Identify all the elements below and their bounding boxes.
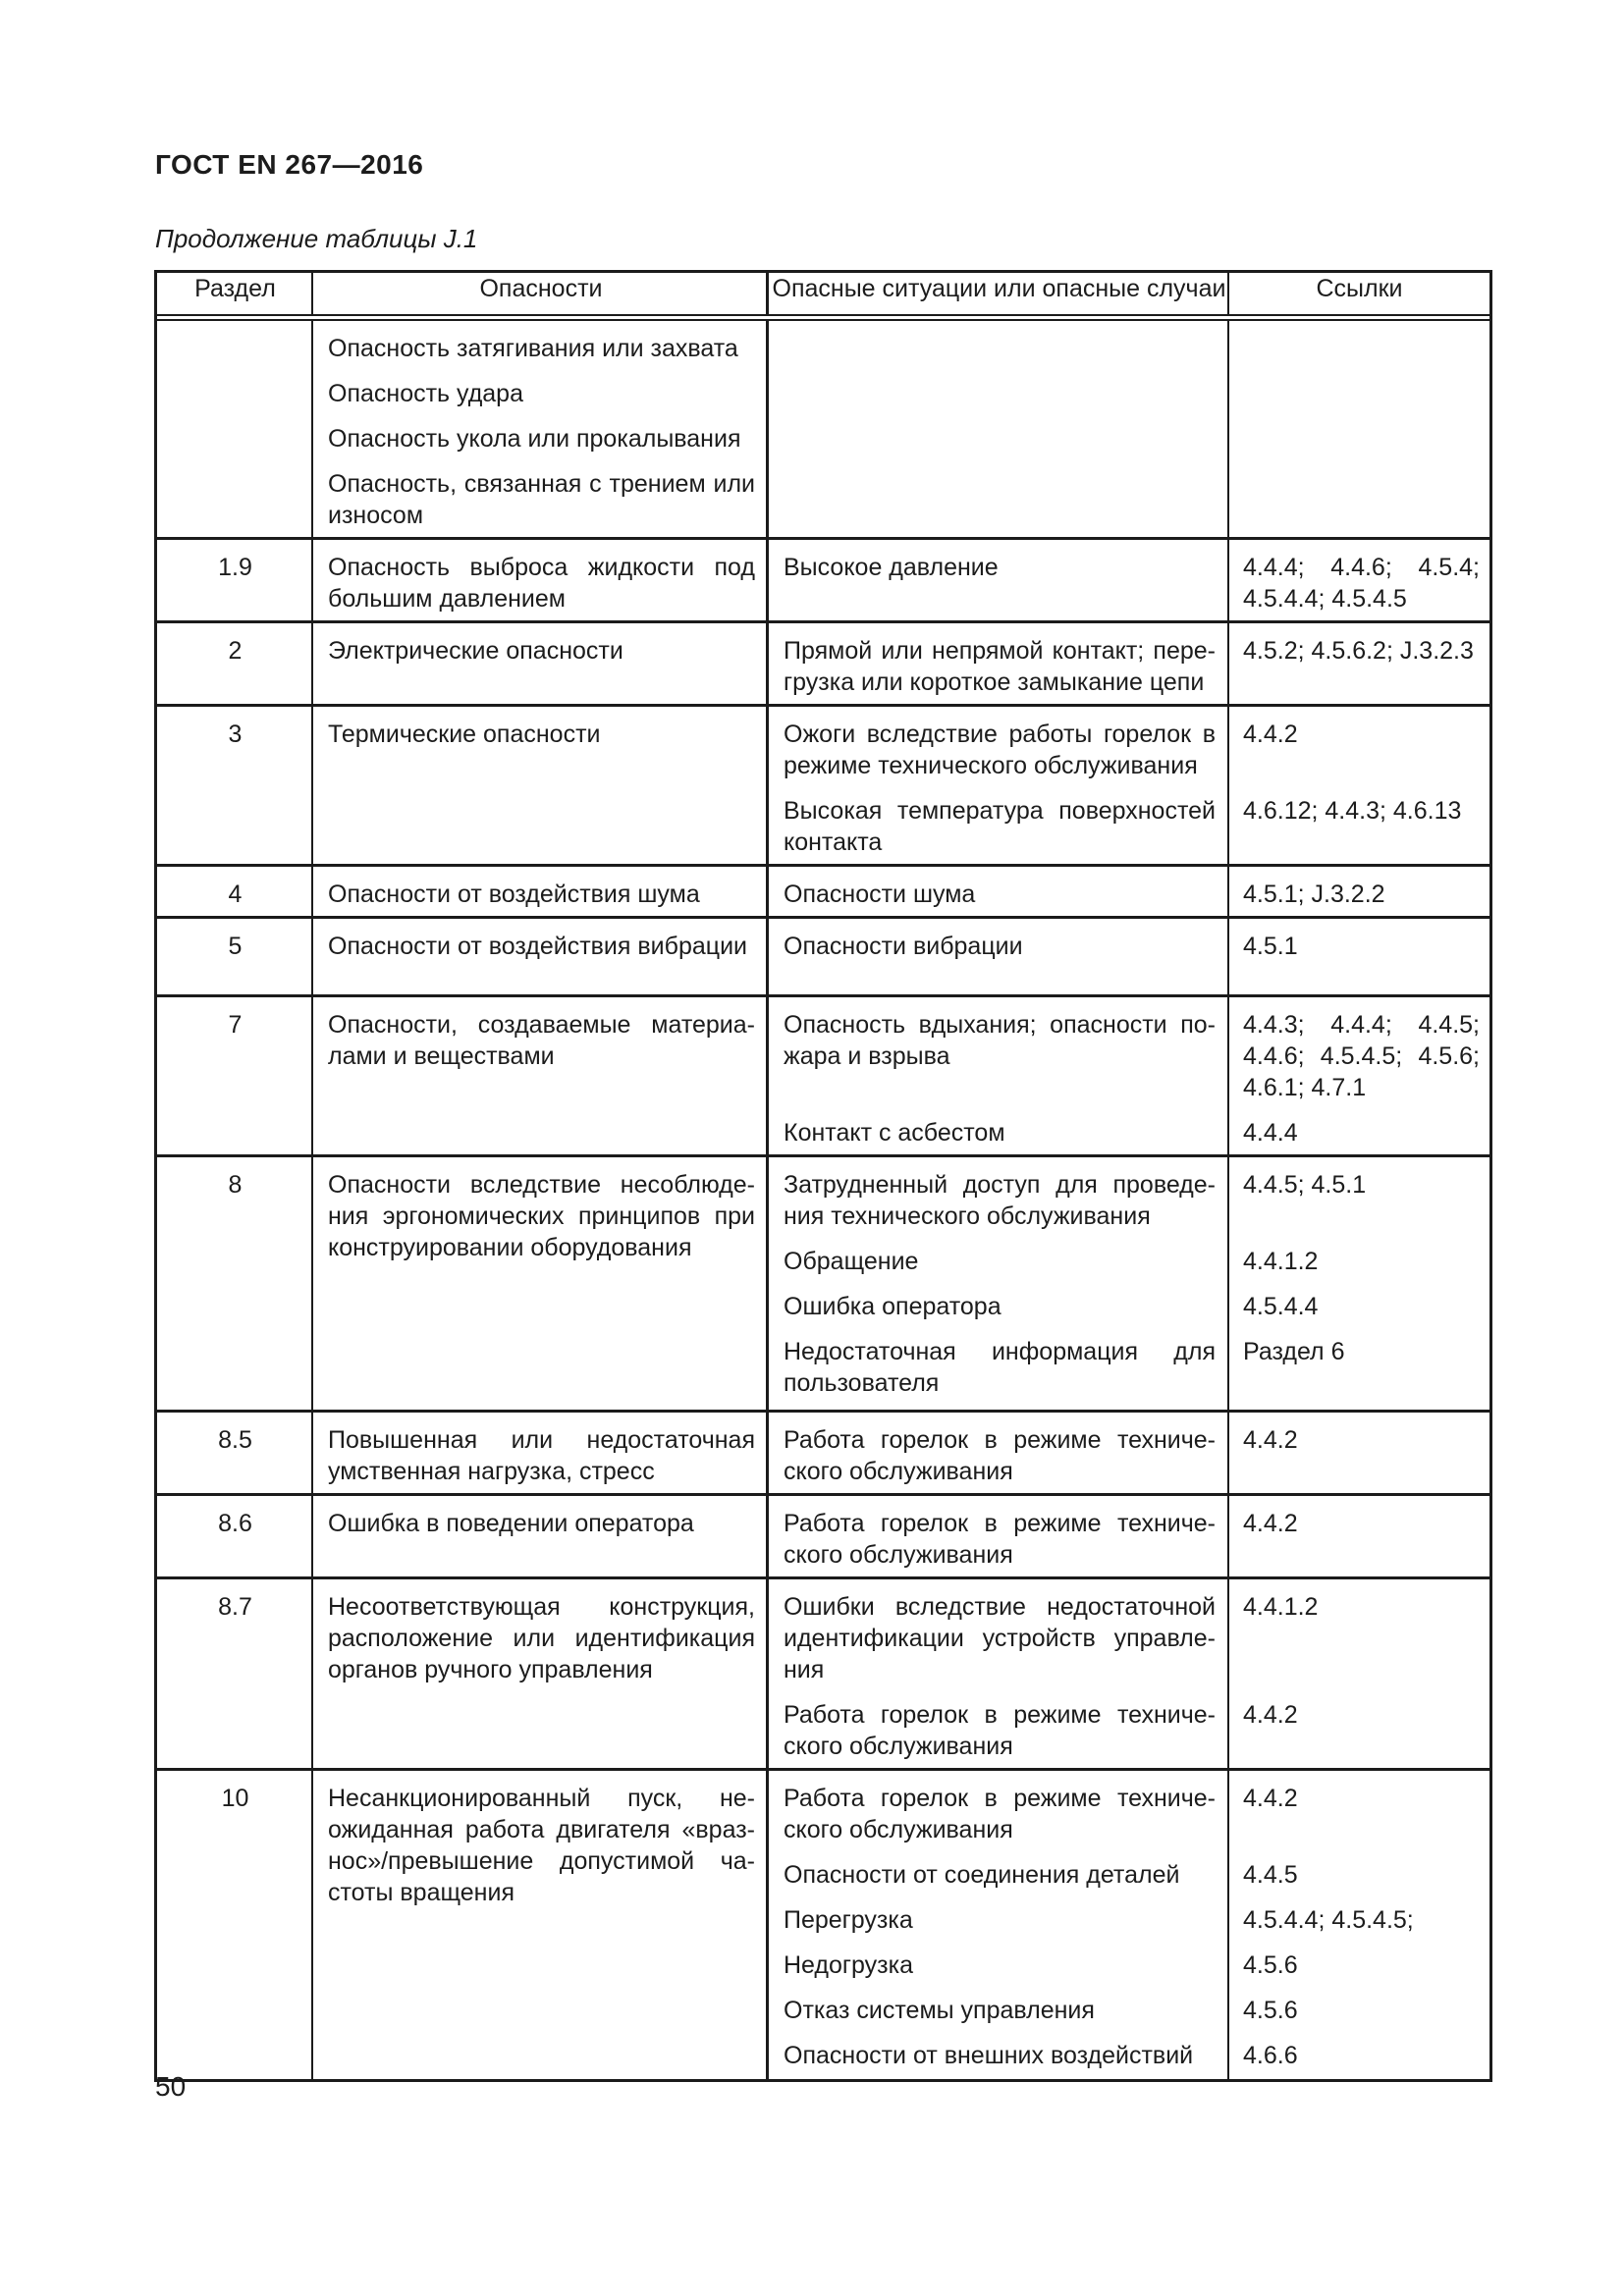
column-divider	[766, 1157, 769, 1410]
cell-situation: Опасности шума	[784, 881, 976, 908]
column-divider	[766, 1413, 769, 1493]
column-divider	[766, 273, 769, 314]
hazard-text: Опасность выброса жидкости под большим давлением	[328, 554, 755, 613]
cell-hazards	[313, 1413, 769, 1493]
column-header-section: Раздел	[194, 275, 276, 302]
column-divider	[766, 623, 769, 704]
column-divider	[311, 1771, 313, 2079]
column-divider	[1227, 1157, 1229, 1410]
cell-references: 4.4.3; 4.4.4; 4.4.5; 4.4.6; 4.5.4.5; 4.5.6; 4.6.1; 4.7.1	[1243, 1011, 1480, 1101]
cell-situation: Работа горелок в режиме технического обслуживания	[784, 1426, 1216, 1485]
column-divider	[311, 997, 313, 1154]
cell-references: 4.4.4	[1243, 1119, 1298, 1147]
cell-references: 4.5.1; J.3.2.2	[1243, 881, 1385, 908]
column-divider	[1227, 1413, 1229, 1493]
cell-section: 8	[228, 1171, 243, 1199]
cell-section: 3	[228, 721, 243, 748]
table-row	[157, 1771, 1489, 2079]
page-number: 50	[155, 2071, 187, 2102]
table-row	[157, 919, 1489, 997]
column-divider	[766, 997, 769, 1154]
cell-references: 4.5.4.4; 4.5.4.5;	[1243, 1906, 1414, 1934]
hazard-text: Термические опасности	[328, 721, 601, 748]
column-divider	[311, 321, 313, 537]
cell-references: 4.4.4; 4.4.6; 4.5.4; 4.5.4.4; 4.5.4.5	[1243, 554, 1480, 613]
cell-references: 4.6.6	[1243, 2042, 1298, 2069]
cell-hazards	[313, 997, 769, 1154]
cell-section: 10	[221, 1785, 249, 1812]
cell-situation: Недогрузка	[784, 1951, 913, 1979]
cell-references: 4.4.2	[1243, 1785, 1298, 1812]
column-divider	[311, 540, 313, 620]
table-row	[157, 1579, 1489, 1771]
column-divider	[1227, 1579, 1229, 1768]
table-row	[157, 707, 1489, 867]
cell-situation: Ошибка оператора	[784, 1293, 1001, 1320]
cell-section: 1.9	[218, 554, 252, 581]
cell-references: 4.4.2	[1243, 721, 1298, 748]
column-divider	[1227, 1771, 1229, 2079]
column-divider	[766, 1496, 769, 1576]
cell-situation: Опасность вдыхания; опасности пожара и взрыва	[784, 1011, 1216, 1070]
column-divider	[1227, 273, 1229, 314]
cell-situation: Ошибки вследствие недостаточной идентификации устройств управления	[784, 1593, 1216, 1683]
column-divider	[766, 1771, 769, 2079]
column-divider	[311, 707, 313, 864]
cell-situation: Работа горелок в режиме технического обслуживания	[784, 1701, 1216, 1760]
cell-section: 4	[228, 881, 243, 908]
table-row	[157, 867, 1489, 919]
hazard-text: Опасность укола или прокалывания	[328, 425, 741, 453]
cell-hazards	[313, 919, 769, 968]
cell-hazards	[313, 540, 769, 620]
cell-section: 8.5	[218, 1426, 252, 1454]
hazard-text: Опасности, создаваемые материалами и веществами	[328, 1011, 755, 1070]
column-divider	[311, 1157, 313, 1410]
column-header-situations: Опасные ситуации или опасные случаи	[772, 275, 1226, 302]
cell-references: 4.5.6	[1243, 1997, 1298, 2024]
column-divider	[1227, 623, 1229, 704]
table-header-row	[157, 273, 1489, 316]
cell-situation: Отказ системы управления	[784, 1997, 1095, 2024]
cell-situation: Опасности вибрации	[784, 933, 1023, 960]
cell-situation: Работа горелок в режиме технического обслуживания	[784, 1785, 1216, 1843]
column-divider	[1227, 321, 1229, 537]
table-row	[157, 997, 1489, 1157]
column-divider	[311, 623, 313, 704]
column-divider	[311, 867, 313, 916]
hazard-text: Опасность, связанная с трением или износом	[328, 470, 755, 529]
cell-situation: Работа горелок в режиме технического обслуживания	[784, 1510, 1216, 1569]
column-divider	[766, 707, 769, 864]
column-divider	[311, 1579, 313, 1768]
cell-hazards	[313, 1496, 769, 1576]
hazard-text: Несанкционированный пуск, неожиданная работа двигателя «вразнос»/превышение допустимой частоты вращения	[328, 1785, 755, 1906]
column-divider	[311, 919, 313, 994]
cell-situation: Высокое давление	[784, 554, 999, 581]
cell-section: 8.6	[218, 1510, 252, 1537]
column-divider	[766, 867, 769, 916]
cell-references: 4.4.2	[1243, 1426, 1298, 1454]
cell-references: 4.4.2	[1243, 1510, 1298, 1537]
cell-section: 8.7	[218, 1593, 252, 1621]
hazard-text: Опасность затягивания или захвата	[328, 335, 738, 362]
hazard-text: Опасности вследствие несоблюдения эргономических принципов при конструировании оборудования	[328, 1171, 755, 1261]
table-row	[157, 540, 1489, 623]
table-row	[157, 1413, 1489, 1496]
cell-hazards	[313, 1771, 769, 2077]
column-header-references: Ссылки	[1316, 275, 1403, 302]
cell-situation: Затрудненный доступ для проведения технического обслуживания	[784, 1171, 1216, 1230]
cell-references: 4.5.6	[1243, 1951, 1298, 1979]
hazard-text: Опасности от воздействия вибрации	[328, 933, 748, 960]
cell-references: 4.4.2	[1243, 1701, 1298, 1729]
table-row	[157, 1496, 1489, 1579]
hazard-text: Опасности от воздействия шума	[328, 881, 700, 908]
cell-situation: Контакт с асбестом	[784, 1119, 1005, 1147]
cell-references: 4.5.1	[1243, 933, 1298, 960]
document-title: ГОСТ EN 267—2016	[155, 149, 424, 180]
column-divider	[1227, 867, 1229, 916]
cell-situation: Опасности от соединения деталей	[784, 1861, 1180, 1889]
cell-hazards	[313, 1157, 769, 1405]
cell-references: Раздел 6	[1243, 1338, 1345, 1365]
table-caption: Продолжение таблицы J.1	[155, 224, 478, 253]
hazards-table	[154, 270, 1492, 2082]
cell-references: 4.4.5	[1243, 1861, 1298, 1889]
cell-section: 5	[228, 933, 243, 960]
cell-section	[157, 321, 313, 537]
column-header-hazards: Опасности	[479, 275, 603, 302]
cell-hazards	[313, 707, 769, 864]
table-row	[157, 1157, 1489, 1413]
column-divider	[766, 1579, 769, 1768]
column-divider	[1227, 540, 1229, 620]
column-divider	[1227, 707, 1229, 864]
column-divider	[311, 1413, 313, 1493]
column-divider	[1227, 919, 1229, 994]
cell-situation: Опасности от внешних воздействий	[784, 2042, 1194, 2069]
cell-situation: Прямой или непрямой контакт; перегрузка или короткое замыкание цепи	[784, 637, 1216, 696]
cell-section: 2	[228, 637, 243, 665]
cell-situation: Недостаточная информация для пользователя	[784, 1338, 1216, 1397]
column-divider	[311, 273, 313, 314]
cell-hazards	[313, 623, 769, 704]
column-divider	[311, 1496, 313, 1576]
cell-hazards	[313, 321, 769, 537]
column-divider	[766, 919, 769, 994]
column-divider	[766, 540, 769, 620]
cell-situation: Ожоги вследствие работы горелок в режиме технического обслуживания	[784, 721, 1216, 779]
cell-references: 4.4.5; 4.5.1	[1243, 1171, 1367, 1199]
cell-situation: Перегрузка	[784, 1906, 913, 1934]
hazard-text: Повышенная или недостаточная умственная нагрузка, стресс	[328, 1426, 755, 1485]
cell-situation: Обращение	[784, 1248, 919, 1275]
column-divider	[1227, 1496, 1229, 1576]
cell-references	[1229, 321, 1489, 537]
cell-hazards	[313, 1579, 769, 1768]
cell-situation	[769, 321, 1229, 537]
cell-hazards	[313, 867, 769, 916]
cell-situation: Высокая температура поверхностей контакта	[784, 797, 1216, 856]
cell-references: 4.5.4.4	[1243, 1293, 1319, 1320]
hazard-text: Несоответствующая конструкция, расположение или идентификация органов ручного управления	[328, 1593, 755, 1683]
cell-references: 4.6.12; 4.4.3; 4.6.13	[1243, 797, 1462, 825]
table-row	[157, 321, 1489, 540]
cell-section: 7	[228, 1011, 243, 1039]
hazard-text: Ошибка в поведении оператора	[328, 1510, 694, 1537]
cell-references: 4.5.2; 4.5.6.2; J.3.2.3	[1243, 637, 1474, 665]
column-divider	[766, 321, 769, 537]
table-row	[157, 623, 1489, 707]
cell-references: 4.4.1.2	[1243, 1593, 1319, 1621]
cell-references: 4.4.1.2	[1243, 1248, 1319, 1275]
column-divider	[1227, 997, 1229, 1154]
hazard-text: Опасность удара	[328, 380, 523, 407]
hazard-text: Электрические опасности	[328, 637, 623, 665]
